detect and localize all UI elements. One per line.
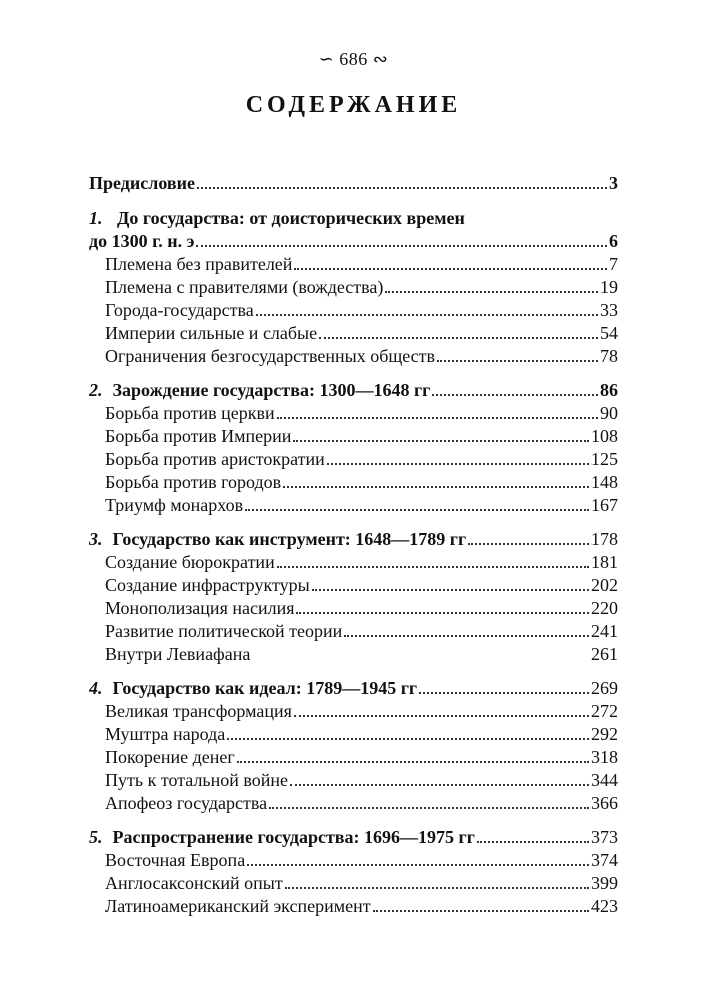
- chapter-title-continued: до 1300 г. н. э: [89, 231, 195, 251]
- toc-item-label: Создание бюрократии: [105, 552, 275, 572]
- chapter-title: Распространение государства: 1696—1975 гг: [112, 827, 475, 847]
- dot-leader: [432, 394, 598, 396]
- chapter-number: 3.: [89, 529, 103, 549]
- dot-leader: [269, 807, 589, 809]
- dot-leader: [227, 738, 589, 740]
- toc-item: [89, 299, 618, 322]
- toc-item-page: 7: [609, 254, 618, 274]
- dot-leader: [477, 841, 589, 843]
- dot-leader: [290, 784, 589, 786]
- toc-chapter-1-title-line2: [89, 230, 618, 253]
- toc-item-page: 19: [600, 277, 618, 297]
- chapter-page: 178: [591, 529, 618, 549]
- toc-item-label: Племена с правителями (вождества): [105, 277, 384, 297]
- chapter-title: Зарождение государства: 1300—1648 гг: [112, 380, 431, 400]
- dot-leader: [196, 245, 607, 247]
- toc-item-label: Борьба против Империи: [105, 426, 292, 446]
- chapter-number: 2.: [89, 380, 103, 400]
- toc-item-label: Племена без правителей: [105, 254, 293, 274]
- toc-item: [89, 448, 618, 471]
- chapter-title: До государства: от доисторических времен: [117, 208, 465, 228]
- toc-item-label: Монополизация насилия: [105, 598, 295, 618]
- toc-item-label: Развитие политической теории: [105, 621, 343, 641]
- dot-leader: [468, 543, 589, 545]
- toc-item-page: 399: [591, 873, 618, 893]
- toc-item-label: Внутри Левиафана: [105, 644, 251, 664]
- toc-chapter-1-title-line1: [89, 207, 618, 230]
- toc-item-page: 54: [600, 323, 618, 343]
- toc-item-page: 241: [591, 621, 618, 641]
- toc-item-page: 374: [591, 850, 618, 870]
- toc-item-page: 167: [591, 495, 618, 515]
- toc-item: [89, 769, 618, 792]
- toc-item-page: 423: [591, 896, 618, 916]
- dot-leader: [344, 635, 589, 637]
- toc-item-page: 366: [591, 793, 618, 813]
- chapter-number: 1.: [89, 208, 103, 228]
- dot-leader: [256, 314, 598, 316]
- dot-leader: [296, 612, 589, 614]
- toc-item-label: Латиноамериканский эксперимент: [105, 896, 371, 916]
- toc-item-label: Борьба против аристократии: [105, 449, 325, 469]
- toc-chapter-2: [89, 379, 618, 402]
- dot-leader: [277, 566, 589, 568]
- toc-item: [89, 849, 618, 872]
- toc-item-page: 272: [591, 701, 618, 721]
- dot-leader: [319, 337, 598, 339]
- toc-item-label: Апофеоз государства: [105, 793, 268, 813]
- dot-leader: [197, 187, 607, 189]
- toc-entry-page: 3: [609, 173, 618, 193]
- page-title: СОДЕРЖАНИЕ: [245, 92, 462, 118]
- toc-item-label: Борьба против церкви: [105, 403, 275, 423]
- toc-item: [89, 643, 618, 666]
- toc-item: [89, 494, 618, 517]
- chapter-page: 269: [591, 678, 618, 698]
- toc-item-label: Муштра народа: [105, 724, 226, 744]
- toc-item: [89, 276, 618, 299]
- toc-item: [89, 551, 618, 574]
- toc-item: [89, 425, 618, 448]
- chapter-page: 86: [600, 380, 618, 400]
- toc-item: [89, 574, 618, 597]
- toc-item: [89, 895, 618, 918]
- dot-leader: [237, 761, 589, 763]
- toc-item-page: 292: [591, 724, 618, 744]
- toc-item-label: Покорение денег: [105, 747, 235, 767]
- chapter-page: 6: [609, 231, 618, 251]
- toc-item: [89, 700, 618, 723]
- dot-leader: [283, 486, 589, 488]
- toc-item-page: 108: [591, 426, 618, 446]
- dot-leader: [294, 268, 607, 270]
- toc-item-page: 220: [591, 598, 618, 618]
- toc-item-label: Великая трансформация: [105, 701, 292, 721]
- toc-item-page: 318: [591, 747, 618, 767]
- dot-leader: [437, 360, 598, 362]
- dot-leader: [247, 864, 589, 866]
- chapter-title: Государство как инструмент: 1648—1789 гг: [112, 529, 467, 549]
- dot-leader: [277, 417, 598, 419]
- toc-item: [89, 322, 618, 345]
- toc-item: [89, 402, 618, 425]
- dot-leader: [373, 910, 589, 912]
- toc-item-label: Путь к тотальной войне: [105, 770, 289, 790]
- chapter-title: Государство как идеал: 1789—1945 гг: [112, 678, 418, 698]
- dot-leader: [385, 291, 598, 293]
- toc-item-label: Восточная Европа: [105, 850, 246, 870]
- toc-item: [89, 253, 618, 276]
- toc-item-page: 181: [591, 552, 618, 572]
- toc-item-label: Триумф монархов: [105, 495, 244, 515]
- dot-leader: [285, 887, 589, 889]
- page-number: ∽ 686 ∾: [318, 49, 389, 69]
- toc-item: [89, 471, 618, 494]
- toc-item-page: 78: [600, 346, 618, 366]
- chapter-number: 5.: [89, 827, 103, 847]
- toc-entry-label: Предисловие: [89, 173, 195, 193]
- chapter-page: 373: [591, 827, 618, 847]
- dot-leader: [293, 440, 589, 442]
- dot-leader: [294, 715, 589, 717]
- chapter-number: 4.: [89, 678, 103, 698]
- toc-item: [89, 872, 618, 895]
- toc-entry-preface: [89, 172, 618, 195]
- toc-item-page: 202: [591, 575, 618, 595]
- toc-item-page: 33: [600, 300, 618, 320]
- dot-leader: [419, 692, 589, 694]
- toc-item: [89, 345, 618, 368]
- toc-item: [89, 597, 618, 620]
- toc-chapter-5: [89, 826, 618, 849]
- dot-leader: [327, 463, 589, 465]
- toc-item: [89, 746, 618, 769]
- dot-leader: [245, 509, 589, 511]
- toc-item-page: 344: [591, 770, 618, 790]
- toc-item: [89, 723, 618, 746]
- toc-item-label: Борьба против городов: [105, 472, 282, 492]
- toc-item-label: Города-государства: [105, 300, 254, 320]
- toc-item-page: 261: [591, 644, 618, 664]
- toc-item: [89, 792, 618, 815]
- dot-leader: [252, 658, 589, 660]
- toc-item-label: Англосаксонский опыт: [105, 873, 283, 893]
- toc-chapter-4: [89, 677, 618, 700]
- toc-item-page: 90: [600, 403, 618, 423]
- toc-item-label: Создание инфраструктуры: [105, 575, 310, 595]
- toc-item-page: 125: [591, 449, 618, 469]
- dot-leader: [312, 589, 589, 591]
- toc-chapter-3: [89, 528, 618, 551]
- toc-item: [89, 620, 618, 643]
- toc-item-page: 148: [591, 472, 618, 492]
- toc-item-label: Империи сильные и слабые: [105, 323, 318, 343]
- toc-item-label: Ограничения безгосударственных обществ: [105, 346, 436, 366]
- table-of-contents: [89, 172, 618, 918]
